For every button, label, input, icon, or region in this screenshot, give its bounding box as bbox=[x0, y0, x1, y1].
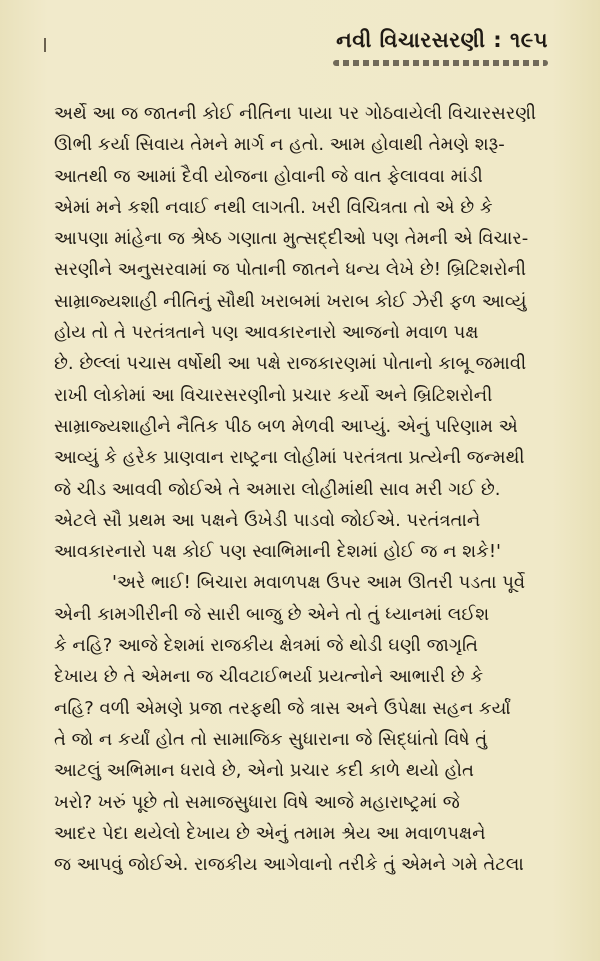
text-line: જે ચીડ આવવી જોઈએ તે અમારા લોહીમાંથી સાવ મરી ગઈ છે. bbox=[54, 478, 501, 500]
text-line: રાખી લોકોમાં આ વિચારસરણીનો પ્રચાર કર્યો અને બ્રિટિશરોની bbox=[54, 384, 493, 406]
text-line: આટલું અભિમાન ધરાવે છે, એનો પ્રચાર કદી કાળે થયો હોત bbox=[54, 760, 474, 782]
text-line: તે જો ન કર્યાં હોત તો સામાજિક સુધારાના જે સિદ્ધાંતો વિષે તું bbox=[54, 728, 488, 750]
text-line: સરણીને અનુસરવામાં જ પોતાની જાતને ધન્ય લેખે છે! બ્રિટિશરોની bbox=[54, 259, 527, 281]
text-line: દેખાય છે તે એમના જ ચીવટાઈભર્યા પ્રયત્નોને આભારી છે કે bbox=[54, 666, 484, 688]
margin-mark bbox=[44, 38, 46, 52]
paragraph-first-line: 'અરે ભાઈ! બિચારા મવાળપક્ષ ઉપર આમ ઊતરી પડતા પૂર્વે bbox=[112, 572, 526, 594]
text-line: કે નહિ? આજે દેશમાં રાજકીય ક્ષેત્રમાં જે થોડી ઘણી જાગૃતિ bbox=[54, 635, 478, 657]
text-line: આવ્યું કે હરેક પ્રાણવાન રાષ્ટ્રના લોહીમાં પરતંત્રતા પ્રત્યેની જન્મથી bbox=[54, 447, 525, 469]
text-line: આવકારનારો પક્ષ કોઈ પણ સ્વાભિમાની દેશમાં હોઈ જ ન શકે!' bbox=[54, 541, 502, 563]
running-header: નવી વિચારસરણી : ૧૯૫ bbox=[336, 28, 548, 52]
text-line: હોય તો તે પરતંત્રતાને પણ આવકારનારો આજનો મવાળ પક્ષ bbox=[54, 322, 479, 344]
text-line: અર્થે આ જ જાતની કોઈ નીતિના પાયા પર ગોઠવાયેલી વિચારસરણી bbox=[54, 103, 537, 124]
text-line: આતથી જ આમાં દૈવી યોજના હોવાની જે વાત ફેલાવવા માંડી bbox=[54, 165, 483, 187]
text-line: આપણા માંહેના જ શ્રેષ્ઠ ગણાતા મુત્સદ્દીઓ પણ તેમની એ વિચાર- bbox=[54, 228, 529, 250]
text-line: એટલે સૌ પ્રથમ આ પક્ષને ઉખેડી પાડવો જોઈએ. પરતંત્રતાને bbox=[54, 509, 481, 531]
text-line: ઊભી કર્યા સિવાય તેમને માર્ગ ન હતો. આમ હોવાથી તેમણે શરૂ- bbox=[54, 134, 505, 156]
text-line: એમાં મને કશી નવાઈ નથી લાગતી. ખરી વિચિત્રતા તો એ છે કે bbox=[54, 196, 493, 218]
text-line: છે. છેલ્લાં પચાસ વર્ષોથી આ પક્ષે રાજકારણમાં પોતાનો કાબૂ જમાવી bbox=[54, 353, 527, 375]
text-line: નહિ? વળી એમણે પ્રજા તરફથી જે ત્રાસ અને ઉપેક્ષા સહન કર્યાં bbox=[54, 697, 511, 719]
text-line: ખરો? ખરું પૂછે તો સમાજસુધારા વિષે આજે મહારાષ્ટ્રમાં જે bbox=[54, 791, 460, 813]
text-line: સામ્રાજ્યશાહીને નૈતિક પીઠ બળ મેળવી આપ્યું. એનું પરિણામ એ bbox=[54, 415, 518, 437]
text-line: આદર પેદા થયેલો દેખાય છે એનું તમામ શ્રેય આ મવાળપક્ષને bbox=[54, 822, 486, 844]
header-decorative-rule bbox=[333, 60, 548, 66]
text-line: સામ્રાજ્યશાહી નીતિનું સૌથી ખરાબમાં ખરાબ કોઈ ઝેરી ફળ આવ્યું bbox=[54, 290, 527, 312]
text-line: એની કામગીરીની જે સારી બાજુ છે એને તો તું ધ્યાનમાં લઈશ bbox=[54, 603, 490, 625]
body-text bbox=[54, 98, 552, 880]
text-line: જ આપવું જોઈએ. રાજકીય આગેવાનો તરીકે તું એમને ગમે તેટલા bbox=[54, 854, 524, 876]
